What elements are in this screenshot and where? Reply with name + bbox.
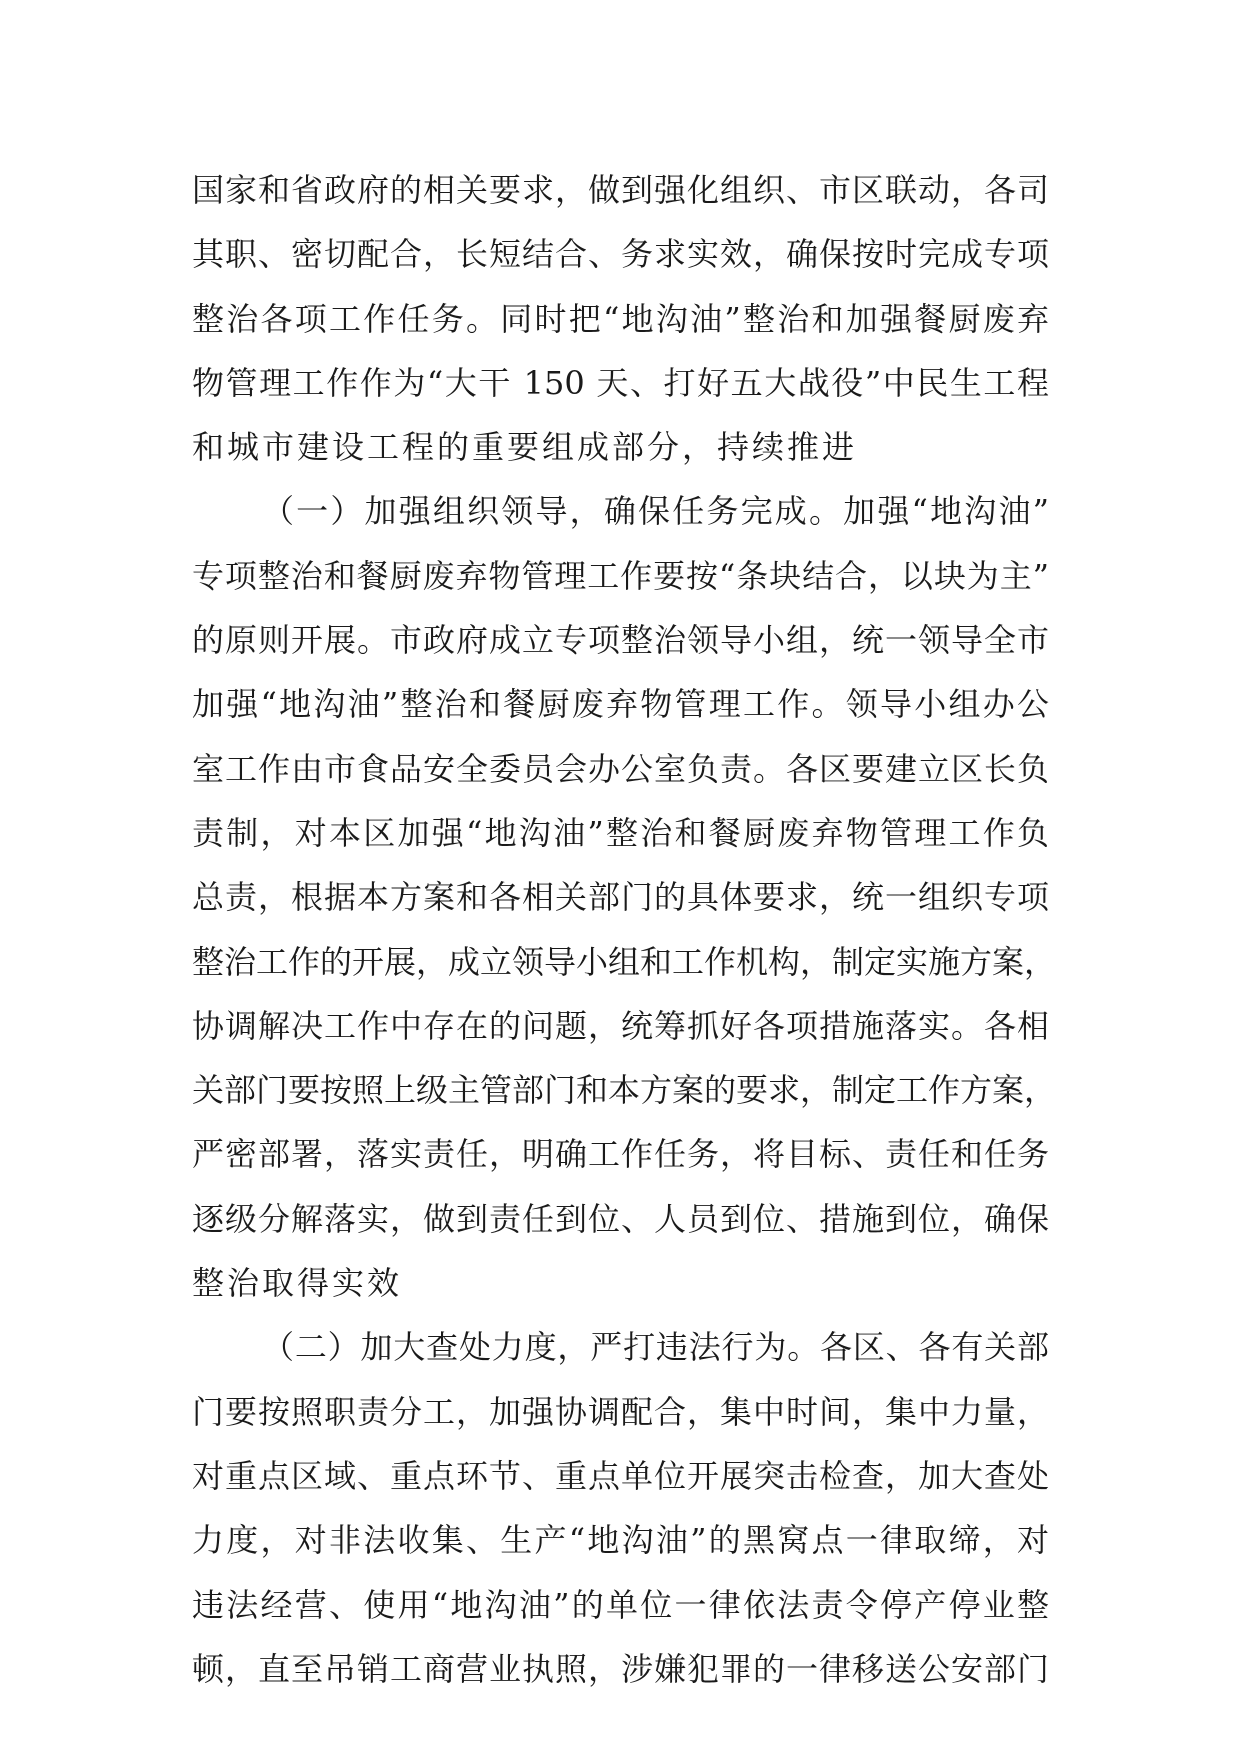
text-line: 的原则开展。市政府成立专项整治领导小组，统一领导全市: [192, 621, 1049, 660]
text-line: 和城市建设工程的重要组成部分，持续推进: [192, 428, 858, 467]
text-line: 其职、密切配合，长短结合、务求实效，确保按时完成专项: [192, 235, 1049, 274]
text-line: 总责，根据本方案和各相关部门的具体要求，统一组织专项: [192, 878, 1049, 917]
text-line: 违法经营、使用“地沟油”的单位一律依法责令停产停业整: [192, 1585, 1049, 1624]
text-line: 逐级分解落实，做到责任到位、人员到位、措施到位，确保: [192, 1199, 1049, 1238]
paragraph-first-line: （二）加大查处力度，严打违法行为。各区、各有关部: [262, 1328, 1049, 1367]
text-line: 室工作由市食品安全委员会办公室负责。各区要建立区长负: [192, 749, 1049, 788]
text-line: 顿，直至吊销工商营业执照，涉嫌犯罪的一律移送公安部门: [192, 1649, 1049, 1688]
text-line: 加强“地沟油”整治和餐厨废弃物管理工作。领导小组办公: [192, 685, 1049, 724]
paragraph-first-line: （一）加强组织领导，确保任务完成。加强“地沟油”: [262, 492, 1049, 531]
text-line: 门要按照职责分工，加强协调配合，集中时间，集中力量，: [192, 1392, 1049, 1431]
text-line: 协调解决工作中存在的问题，统筹抓好各项措施落实。各相: [192, 1006, 1049, 1045]
text-line: 整治取得实效: [192, 1264, 403, 1303]
text-line: 整治工作的开展，成立领导小组和工作机构，制定实施方案，: [192, 942, 1057, 981]
text-line: 力度，对非法收集、生产“地沟油”的黑窝点一律取缔，对: [192, 1521, 1049, 1560]
text-line: 关部门要按照上级主管部门和本方案的要求，制定工作方案，: [192, 1071, 1057, 1110]
text-line: 专项整治和餐厨废弃物管理工作要按“条块结合，以块为主”: [192, 556, 1049, 595]
text-line: 对重点区域、重点环节、重点单位开展突击检查，加大查处: [192, 1456, 1049, 1495]
text-line: 严密部署，落实责任，明确工作任务，将目标、责任和任务: [192, 1135, 1049, 1174]
text-line: 国家和省政府的相关要求，做到强化组织、市区联动，各司: [192, 171, 1049, 209]
text-line: 物管理工作作为“大干 150 天、打好五大战役”中民生工程: [192, 363, 1049, 402]
text-line: 整治各项工作任务。同时把“地沟油”整治和加强餐厨废弃: [192, 299, 1049, 338]
document-body: [192, 158, 1057, 1701]
text-line: 责制，对本区加强“地沟油”整治和餐厨废弃物管理工作负: [192, 813, 1049, 852]
